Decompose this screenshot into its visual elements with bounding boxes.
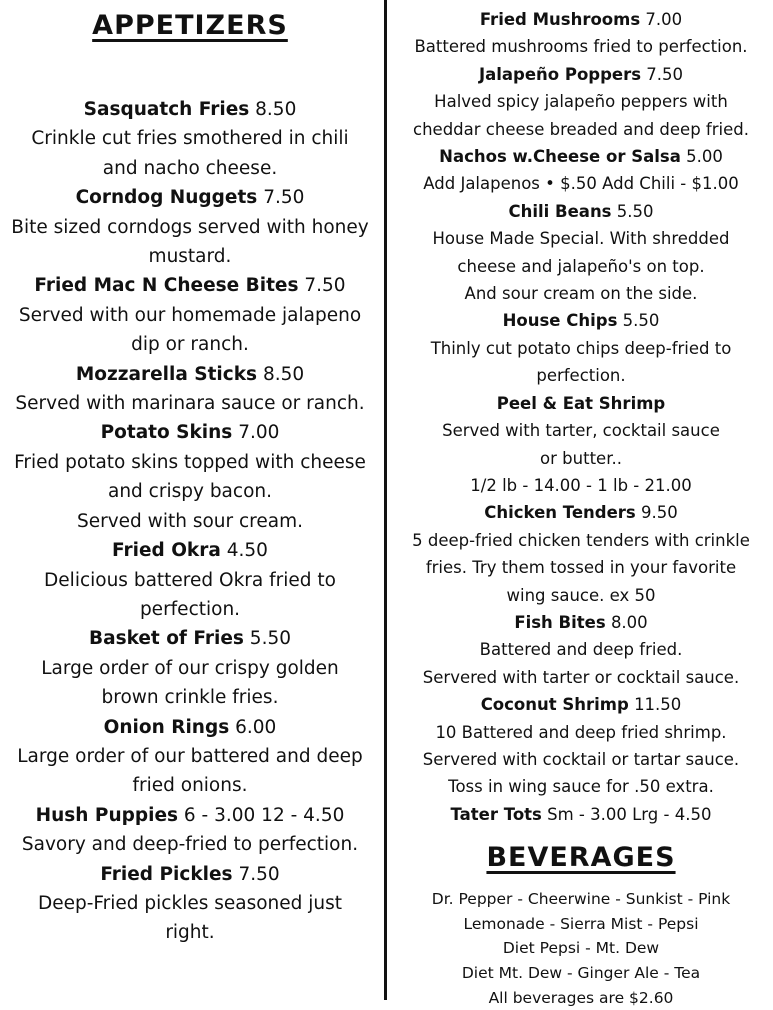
right-menu-items — [392, 6, 770, 828]
menu-item-name: Nachos w.Cheese or Salsa — [439, 147, 681, 167]
description-line: Battered mushrooms fried to perfection. — [414, 37, 748, 57]
description-line: 5 deep-fried chicken tenders with crinkle — [412, 530, 750, 550]
menu-item — [0, 860, 380, 948]
description-line: 10 Battered and deep fried shrimp. — [435, 722, 727, 742]
description-line: or butter.. — [540, 448, 622, 468]
menu-item-name: Fried Okra — [112, 540, 221, 562]
menu-item-description — [392, 225, 770, 307]
menu-item — [0, 536, 380, 624]
menu-item-title — [392, 6, 770, 33]
menu-item-description — [0, 889, 380, 948]
menu-item-name: Basket of Fries — [88, 628, 244, 650]
menu-item-name: Corndog Nuggets — [75, 187, 258, 209]
menu-item-title — [392, 499, 770, 526]
menu-item-name: Chili Beans — [508, 201, 612, 221]
description-line: fries. Try them tossed in your favorite — [425, 558, 737, 578]
description-line: and nacho cheese. — [102, 157, 278, 179]
description-line: Served with our homemade jalapeno — [18, 304, 362, 326]
menu-item-title — [0, 183, 380, 212]
menu-item-price: 7.50 — [304, 275, 346, 297]
menu-item — [0, 418, 380, 536]
menu-item — [0, 713, 380, 801]
menu-item — [392, 307, 770, 389]
menu-item-name: Jalapeño Poppers — [478, 64, 642, 84]
menu-item-description — [392, 335, 770, 390]
menu-item — [0, 95, 380, 183]
menu-item-title — [0, 860, 380, 889]
menu-item — [0, 183, 380, 271]
menu-item-price: 5.50 — [249, 628, 291, 650]
menu-item-title — [392, 691, 770, 718]
menu-item — [392, 691, 770, 801]
beverage-line: Lemonade - Sierra Mist - Pepsi — [463, 914, 699, 933]
description-line: Large order of our battered and deep — [17, 745, 363, 767]
menu-item-description — [0, 448, 380, 536]
menu-item-price: 5.50 — [622, 311, 660, 331]
description-line: and crispy bacon. — [108, 481, 272, 503]
menu-item-price: 5.50 — [616, 201, 654, 221]
menu-item — [0, 360, 380, 419]
description-line: Served with tarter, cocktail sauce — [442, 421, 720, 441]
menu-item-description — [0, 389, 380, 418]
description-line: Thinly cut potato chips deep-fried to — [430, 338, 732, 358]
menu-item-name: Potato Skins — [100, 422, 233, 444]
menu-item-price: 9.50 — [640, 503, 678, 523]
description-line: Toss in wing sauce for .50 extra. — [448, 777, 714, 797]
column-divider — [384, 0, 387, 1000]
menu-item — [0, 624, 380, 712]
description-line: dip or ranch. — [131, 334, 249, 356]
description-line: 1/2 lb - 14.00 - 1 lb - 21.00 — [470, 475, 692, 495]
description-line: cheddar cheese breaded and deep fried. — [413, 119, 749, 139]
menu-item-description — [0, 213, 380, 272]
description-line: Battered and deep fried. — [479, 640, 683, 660]
left-menu-items — [0, 95, 380, 948]
menu-item-description — [392, 527, 770, 609]
menu-item — [392, 198, 770, 308]
appetizers-heading: APPETIZERS — [92, 10, 288, 41]
menu-item-description — [0, 830, 380, 859]
menu-item-price: 7.00 — [645, 10, 683, 29]
menu-item-price: 7.50 — [646, 64, 684, 84]
menu-item-price: 8.00 — [610, 612, 648, 632]
menu-item-price: 7.50 — [263, 187, 305, 209]
menu-item-description — [0, 301, 380, 360]
description-line: perfection. — [536, 366, 626, 386]
appetizers-right-column — [392, 0, 770, 1010]
appetizers-left-column — [0, 0, 380, 948]
description-line: Served with marinara sauce or ranch. — [15, 393, 365, 415]
menu-item-title — [392, 801, 770, 828]
description-line: wing sauce. ex 50 — [506, 585, 656, 605]
menu-item-price: 7.50 — [238, 863, 280, 885]
menu-item-name: Tater Tots — [450, 804, 542, 824]
menu-item-name: Coconut Shrimp — [480, 695, 629, 715]
menu-item-name: Peel & Eat Shrimp — [496, 393, 666, 413]
menu-item-description — [392, 170, 770, 197]
description-line: Crinkle cut fries smothered in chili — [31, 128, 349, 150]
menu-item — [392, 143, 770, 198]
menu-item-description — [0, 654, 380, 713]
menu-item — [392, 61, 770, 143]
menu-item-title — [0, 536, 380, 565]
description-line: Bite sized corndogs served with honey — [11, 216, 369, 238]
menu-item — [392, 390, 770, 500]
menu-item-title — [392, 390, 770, 417]
menu-item-description — [392, 636, 770, 691]
beverage-line: Diet Pepsi - Mt. Dew — [502, 939, 660, 958]
menu-item-name: Chicken Tenders — [484, 503, 636, 523]
description-line: Servered with cocktail or tartar sauce. — [422, 749, 740, 769]
menu-item-title — [392, 609, 770, 636]
beverage-line: Dr. Pepper - Cheerwine - Sunkist - Pink — [431, 890, 731, 909]
description-line: Servered with tarter or cocktail sauce. — [422, 667, 740, 687]
menu-item-price: 8.50 — [262, 363, 305, 385]
menu-item-description — [0, 742, 380, 801]
menu-item-name: Mozzarella Sticks — [75, 363, 258, 385]
description-line: Delicious battered Okra fried to — [44, 569, 336, 591]
menu-item-name: Fish Bites — [514, 612, 606, 632]
menu-item-name: House Chips — [502, 311, 618, 331]
menu-item-price: 6.00 — [235, 716, 277, 738]
menu-item-title — [0, 624, 380, 653]
menu-item — [0, 271, 380, 359]
menu-item-title — [0, 95, 380, 124]
menu-item-description — [0, 124, 380, 183]
menu-item-name: Fried Pickles — [100, 863, 233, 885]
description-line: brown crinkle fries. — [101, 687, 279, 709]
menu-item — [392, 801, 770, 828]
description-line: perfection. — [139, 598, 241, 620]
menu-item-name: Sasquatch Fries — [83, 99, 250, 120]
menu-item-description — [0, 566, 380, 625]
menu-item-price: 7.00 — [238, 422, 280, 444]
menu-item-price: 5.00 — [686, 147, 723, 167]
menu-item-title — [392, 198, 770, 225]
description-line: Fried potato skins topped with cheese — [14, 451, 366, 473]
menu-item-price: 11.50 — [634, 695, 682, 715]
description-line: mustard. — [148, 246, 232, 268]
menu-item-price: 4.50 — [226, 540, 268, 562]
menu-item-price: Sm - 3.00 Lrg - 4.50 — [547, 804, 712, 824]
menu-item-description — [392, 33, 770, 60]
menu-item-description — [392, 417, 770, 499]
description-line: And sour cream on the side. — [464, 284, 698, 304]
description-line: fried onions. — [132, 775, 248, 797]
menu-item-title — [392, 61, 770, 88]
description-line: cheese and jalapeño's on top. — [457, 256, 705, 276]
description-line: Deep-Fried pickles seasoned just — [37, 892, 343, 914]
menu-item-title — [0, 801, 380, 830]
menu-item — [0, 801, 380, 860]
menu-item — [392, 499, 770, 609]
menu-item — [392, 609, 770, 691]
menu-item-description — [392, 88, 770, 143]
description-line: Halved spicy jalapeño peppers with — [434, 92, 728, 112]
beverages-list — [392, 887, 770, 1010]
menu-item-price: 6 - 3.00 12 - 4.50 — [183, 804, 345, 826]
beverage-line: Diet Mt. Dew - Ginger Ale - Tea — [461, 963, 701, 982]
menu-item-title — [0, 271, 380, 300]
description-line: House Made Special. With shredded — [432, 229, 730, 249]
description-line: Savory and deep-fried to perfection. — [21, 834, 359, 856]
description-line: Served with sour cream. — [77, 510, 303, 532]
menu-item-name: Fried Mac N Cheese Bites — [34, 275, 299, 297]
menu-item-title — [0, 360, 380, 389]
menu-item-name: Onion Rings — [103, 716, 230, 738]
description-line: right. — [165, 922, 215, 944]
menu-item-title — [392, 143, 770, 170]
menu-item-title — [392, 307, 770, 334]
menu-item-title — [0, 713, 380, 742]
menu-item-description — [392, 719, 770, 801]
menu-item-name: Hush Puppies — [35, 804, 179, 826]
menu-item — [392, 6, 770, 61]
menu-item-price: 8.50 — [255, 99, 297, 120]
menu-item-title — [0, 418, 380, 447]
description-line: Large order of our crispy golden — [41, 657, 339, 679]
menu-item-name: Fried Mushrooms — [479, 10, 641, 29]
beverage-line: All beverages are $2.60 — [488, 988, 674, 1007]
beverages-heading: BEVERAGES — [486, 842, 676, 874]
description-line: Add Jalapenos • $.50 Add Chili - $1.00 — [423, 174, 739, 194]
